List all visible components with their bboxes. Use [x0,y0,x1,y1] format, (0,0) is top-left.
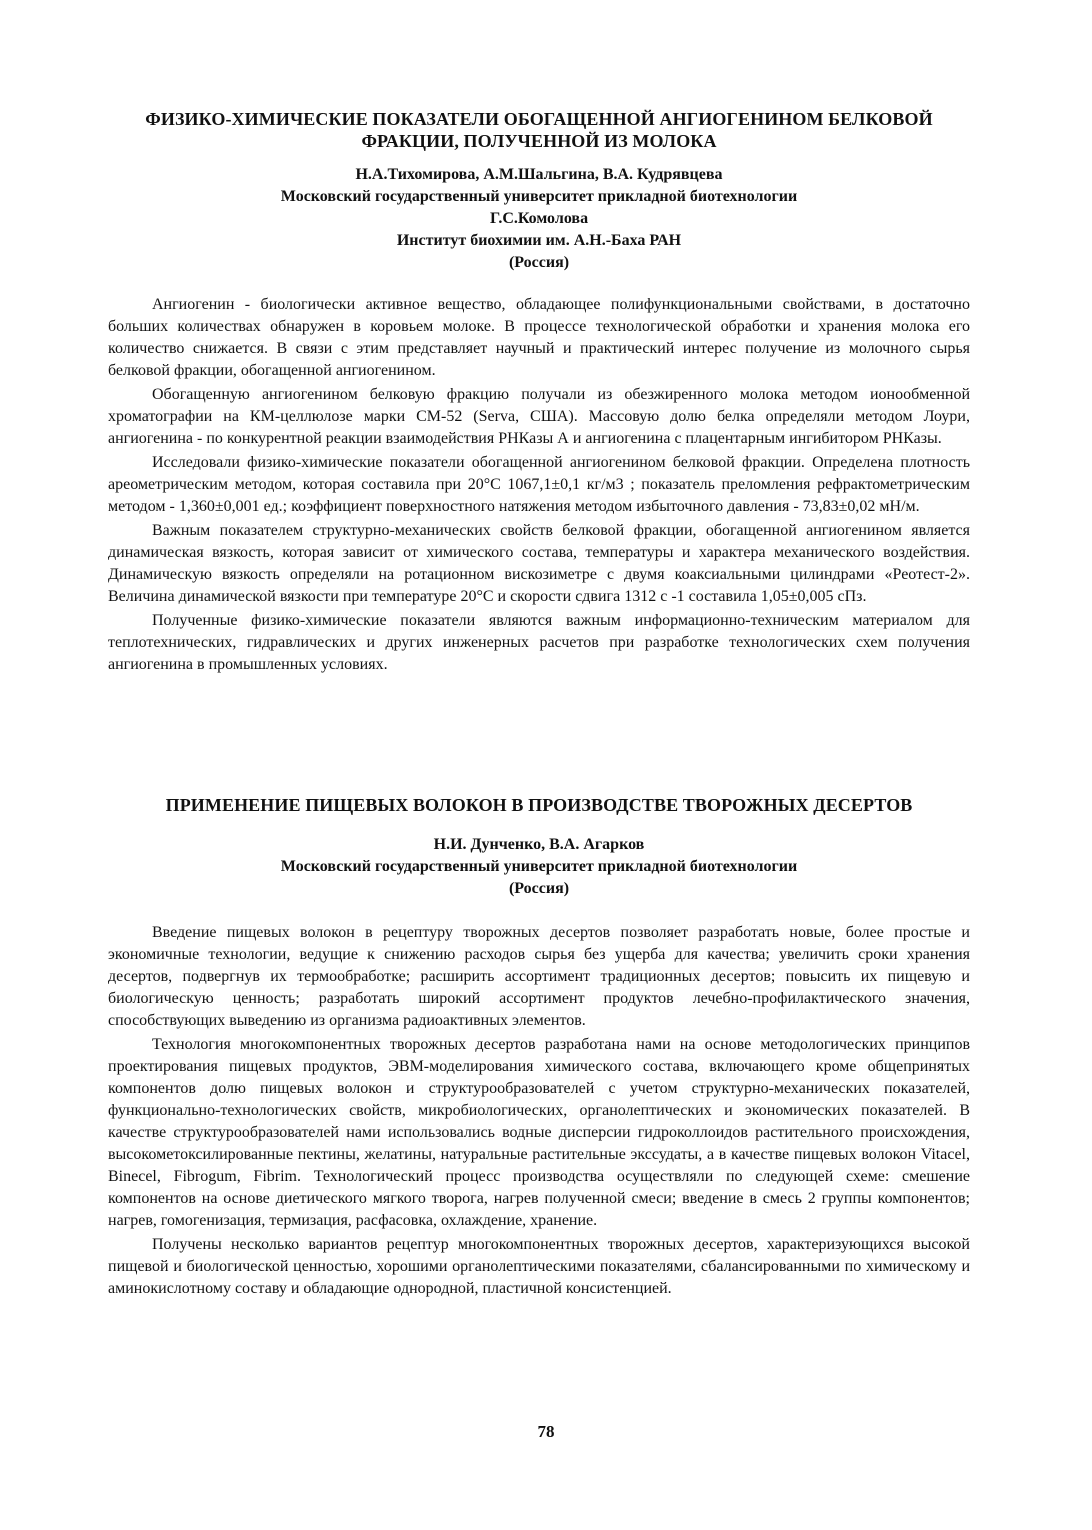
article-body [108,922,970,1300]
article-meta [108,834,970,900]
paragraph: Ангиогенин - биологически активное вещество, обладающее полифункциональными свойствами, в достаточно больших количествах обнаружен в коровьем молоке. В процессе технологической обработки и хранения молока его количество снижается. В связи с этим представляет научный и практический интерес получение из молочного сырья белковой фракции, обогащенной ангиогенином. [108,296,970,379]
affiliation: Московский государственный университет прикладной биотехнологии [280,188,798,205]
affiliation: Московский государственный университет прикладной биотехнологии [280,858,798,875]
paragraph: Получены несколько вариантов рецептур многокомпонентных творожных десертов, характеризующихся высокой пищевой и биологической ценностью, хорошими органолептическими показателями, сбалансированными по химическому и аминокислотному составу и обладающие однородной, пластичной консистенцией. [108,1236,970,1297]
co-author: Г.С.Комолова [489,210,589,227]
authors: Н.А.Тихомирова, А.М.Шальгина, В.А. Кудрявцева [355,166,723,183]
page-number: 78 [537,1422,555,1441]
article-body [108,294,970,676]
article-dietary-fiber [108,794,970,1300]
paragraph: Введение пищевых волокон в рецептуру творожных десертов позволяет разработать новые, более простые и экономичные технологии, ведущие к снижению расходов сырья без ущерба для качества; увеличить сроки хранения десертов, подвергнув их термообработке; расширить ассортимент традиционных десертов; повысить их пищевую и биологическую ценность; разработать широкий ассортимент продуктов лечебно-профилактического значения, способствующих выведению из организма радиоактивных элементов. [108,924,970,1029]
paragraph: Важным показателем структурно-механических свойств белковой фракции, обогащенной ангиогенином является динамическая вязкость, которая зависит от химического состава, температуры и характера механического воздействия. Динамическую вязкость определяли на ротационном вискозиметре с двумя коаксиальными цилиндрами «Реотест-2». Величина динамической вязкости при температуре 20°С и скорости сдвига 1312 с -1 составила 1,05±0,005 сПз. [108,522,970,605]
paragraph: Технология многокомпонентных творожных десертов разработана нами на основе методологических принципов проектирования пищевых продуктов, ЭВМ-моделирования химического состава, включающего кроме общепринятых компонентов долю пищевых волокон и структурообразователей с учетом структурно-механических показателей, функционально-технологических свойств, микробиологических, органолептических и экономических показателей. В качестве структурообразователей нами использовались водные дисперсии гидроколлоидов растительного происхождения, высокометоксилированные пектины, желатины, натуральные растительные экссудаты, а в качестве пищевых волокон Vitacel, Binecel, Fibrogum, Fibrim. Технологический процесс производства осуществляли по следующей схеме: смешение компонентов на основе диетического мягкого творога, нагрев полученной смеси; введение в смесь 2 группы компонентов; нагрев, гомогенизация, термизация, расфасовка, охлаждение, хранение. [108,1036,970,1229]
country: (Россия) [508,254,570,271]
article-meta [108,164,970,274]
article-angiogenin [108,108,970,676]
affiliation: Институт биохимии им. А.Н.-Баха РАН [396,232,682,249]
authors: Н.И. Дунченко, В.А. Агарков [433,836,645,853]
article-title: ПРИМЕНЕНИЕ ПИЩЕВЫХ ВОЛОКОН В ПРОИЗВОДСТВЕ ТВОРОЖНЫХ ДЕСЕРТОВ [165,795,913,815]
country: (Россия) [508,880,570,897]
paragraph: Обогащенную ангиогенином белковую фракцию получали из обезжиренного молока методом ионообменной хроматографии на КМ-целлюлозе марки СМ-52 (Serva, США). Массовую долю белка определяли методом Лоури, ангиогенина - по конкурентной реакции взаимодействия РНКазы А и ангиогенина с плацентарным ингибитором РНКазы. [108,386,970,447]
article-title: ФИЗИКО-ХИМИЧЕСКИЕ ПОКАЗАТЕЛИ ОБОГАЩЕННОЙ АНГИОГЕНИНОМ БЕЛКОВОЙ ФРАКЦИИ, ПОЛУЧЕННОЙ ИЗ МОЛОКА [145,109,933,151]
paragraph: Полученные физико-химические показатели являются важным информационно-техническим материалом для теплотехнических, гидравлических и других инженерных расчетов при разработке технологических схем получения ангиогенина в промышленных условиях. [108,612,970,673]
paragraph: Исследовали физико-химические показатели обогащенной ангиогенином белковой фракции. Определена плотность ареометрическим методом, которая составила при 20°С 1067,1±0,1 кг/м3 ; показатель преломления рефрактометрическим методом - 1,360±0,001 ед.; коэффициент поверхностного натяжения методом избыточного давления - 73,83±0,02 мН/м. [108,454,970,515]
